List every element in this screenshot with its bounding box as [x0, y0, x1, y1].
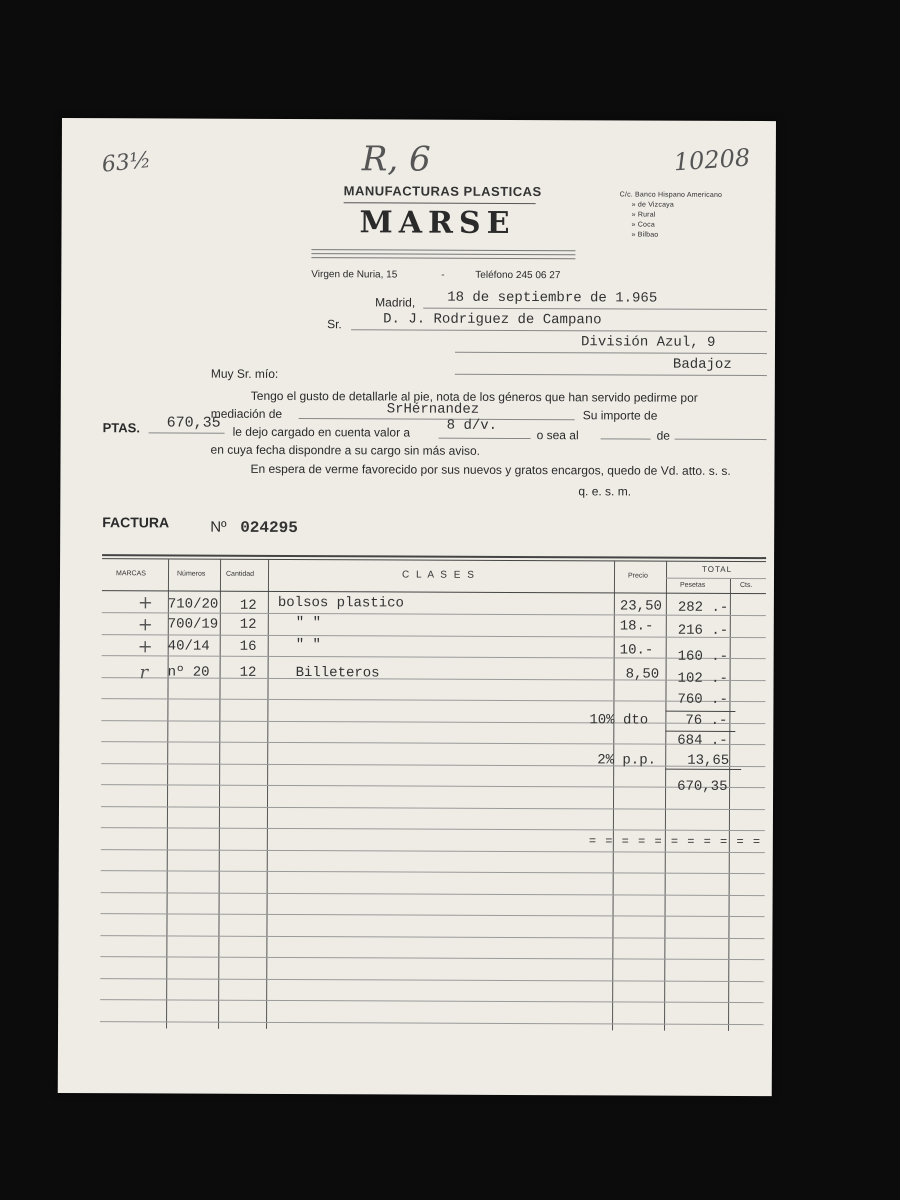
- row-lines: [62, 118, 776, 121]
- company-address: Virgen de Nuria, 15: [311, 269, 398, 281]
- cell-total: 102 .-: [677, 670, 729, 687]
- cell-precio: 18.-: [619, 618, 654, 635]
- cell-total: 282 .-: [677, 599, 729, 616]
- town-line: [455, 374, 767, 376]
- date-due-label: o sea al: [536, 428, 579, 443]
- header-pesetas: Pesetas: [679, 581, 706, 589]
- bank-line: » Bilbao: [631, 231, 659, 239]
- cell-cantidad: 16: [239, 638, 257, 655]
- header-rule-2: [311, 253, 575, 255]
- col-divider: [664, 561, 667, 1031]
- header-numeros: Números: [176, 570, 206, 578]
- factura-label: FACTURA: [102, 514, 170, 531]
- col-divider: [218, 559, 221, 1029]
- discount-rule: [665, 731, 735, 732]
- handwritten-note-center: R, 6: [361, 139, 431, 180]
- check-mark: +: [137, 614, 153, 636]
- date-value: 18 de septiembre de 1.965: [447, 289, 658, 307]
- cell-total: 216 .-: [677, 622, 729, 639]
- recipient-town: Badajoz: [672, 356, 732, 373]
- cell-clase: Billeteros: [295, 665, 380, 682]
- header-total: TOTAL: [702, 564, 733, 574]
- pp-label: 2% p.p.: [597, 752, 657, 769]
- cell-cantidad: 12: [239, 597, 257, 614]
- paragraph-1: Tengo el gusto de detallarle al pie, nota de los géneros que han servido pedirme por: [250, 388, 698, 405]
- paragraph-5: En espera de verme favorecido por sus nuevos y gratos encargos, quedo de Vd. atto. s. s.: [250, 461, 731, 478]
- amount-value: 670,35: [166, 414, 221, 432]
- subtotal: 760 .-: [677, 691, 728, 708]
- header-cts: Cts.: [739, 581, 753, 590]
- sr-label: Sr.: [327, 317, 342, 332]
- intermediary-name: SrHérnandez: [386, 401, 480, 418]
- recipient-street: División Azul, 9: [580, 334, 716, 351]
- discount-label: 10% dto: [589, 712, 649, 729]
- bank-line: » de Vizcaya: [631, 201, 675, 209]
- cell-numeros: nº 20: [167, 664, 210, 681]
- cell-cantidad: 12: [239, 664, 257, 681]
- invoice-number: 024295: [240, 518, 298, 538]
- greeting: Muy Sr. mío:: [210, 366, 279, 381]
- header-cantidad: Cantidad: [225, 570, 255, 578]
- cell-precio: 10.-: [619, 642, 654, 659]
- final-total: 670,35: [677, 778, 728, 795]
- recipient-name: D. J. Rodriguez de Campano: [383, 311, 602, 329]
- signature-abbrev: q. e. s. m.: [578, 484, 632, 499]
- col-divider: [612, 560, 615, 1030]
- amount-line: [149, 432, 225, 433]
- recipient-line: [351, 329, 767, 332]
- cell-clase: " ": [295, 615, 322, 632]
- cell-total: 160 .-: [677, 648, 729, 665]
- due-of-label: de: [656, 428, 671, 443]
- discount-value: 76 .-: [685, 712, 728, 729]
- closing-equals: = = = = = = = = = = =: [588, 834, 762, 850]
- col-divider: [266, 559, 269, 1029]
- header-rule-1: [311, 249, 575, 251]
- check-mark: r: [139, 662, 149, 684]
- company-name: MARSE: [359, 205, 516, 241]
- cell-cantidad: 12: [239, 616, 257, 633]
- after-discount: 684 .-: [677, 732, 728, 749]
- bank-line: C/c. Banco Hispano Americano: [619, 191, 723, 199]
- invoice-number-label: Nº: [210, 518, 227, 536]
- cell-precio: 8,50: [625, 666, 660, 683]
- bank-line: » Coca: [631, 221, 655, 229]
- bank-line: » Rural: [631, 211, 656, 219]
- cell-precio: 23,50: [619, 598, 662, 615]
- street-line: [455, 352, 767, 354]
- due-day-line: [601, 438, 651, 439]
- cell-numeros: 40/14: [167, 638, 210, 655]
- subtotal-rule: [665, 711, 735, 712]
- header-clases: C L A S E S: [401, 569, 476, 581]
- check-mark: +: [137, 592, 154, 614]
- header-marcas: MARCAS: [115, 570, 146, 578]
- cell-clase: bolsos plastico: [277, 594, 404, 612]
- header-precio: Precio: [627, 572, 648, 580]
- mediation-line: [299, 418, 575, 420]
- subtitle-underline: [344, 202, 536, 204]
- address-separator: -: [441, 269, 445, 281]
- amount-label: Su importe de: [582, 408, 658, 423]
- header-rule-3: [311, 257, 575, 259]
- city-label: Madrid,: [375, 295, 416, 310]
- bank-list: [619, 190, 722, 240]
- col-divider: [728, 579, 731, 1031]
- date-line: [423, 308, 767, 311]
- term-line: [439, 438, 531, 439]
- invoice-paper: [58, 118, 776, 1096]
- check-mark: +: [137, 636, 153, 658]
- charge-label: le dejo cargado en cuenta valor a: [232, 424, 411, 440]
- term-value: 8 d/v.: [446, 417, 498, 434]
- cell-numeros: 700/19: [167, 616, 219, 633]
- paragraph-4: en cuya fecha dispondre a su cargo sin más aviso.: [210, 442, 481, 458]
- company-subtitle: MANUFACTURAS PLASTICAS: [343, 183, 542, 200]
- handwritten-note-left: 63½: [100, 147, 153, 178]
- due-month-line: [675, 439, 767, 440]
- pp-value: 13,65: [687, 752, 730, 769]
- mediation-label: mediación de: [210, 406, 283, 421]
- ptas-label: PTAS.: [102, 420, 141, 436]
- cell-numeros: 710/20: [167, 596, 219, 613]
- company-phone: Teléfono 245 06 27: [475, 269, 561, 282]
- cell-clase: " ": [295, 637, 321, 654]
- handwritten-note-right: 10208: [672, 143, 752, 177]
- pp-rule: [665, 769, 741, 770]
- total-split-line: [666, 578, 766, 579]
